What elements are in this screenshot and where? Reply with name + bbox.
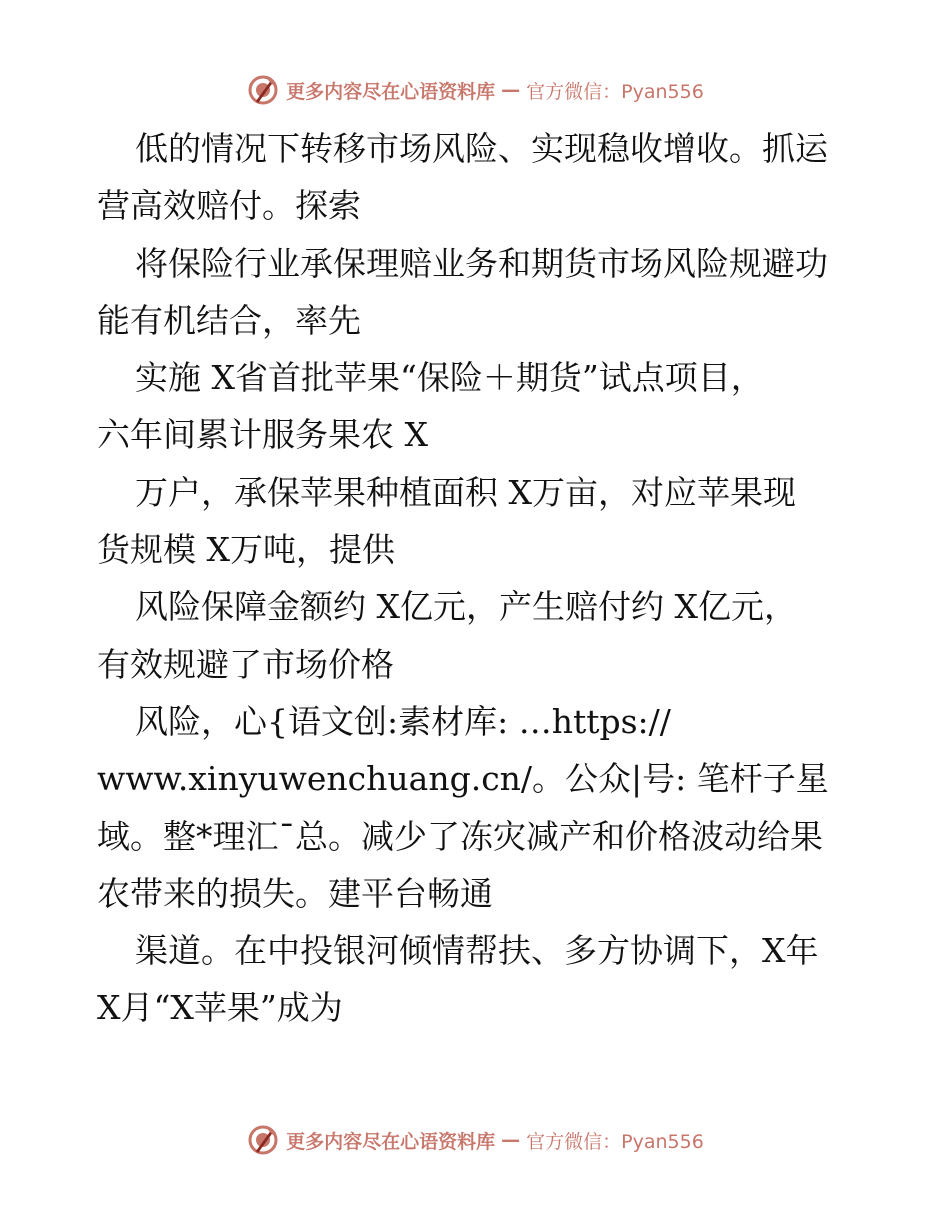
text-line: 风险保障金额约 X亿元，产生赔付约 X亿元，: [135, 587, 797, 627]
text-line: 货规模 X万吨，提供: [97, 530, 395, 570]
header-separator: —: [501, 79, 521, 101]
header-site-text: 更多内容尽在心语资料库: [286, 80, 496, 103]
footer-separator: —: [501, 1129, 521, 1151]
text-line: X月“X苹果”成为: [97, 988, 343, 1028]
body-text: [97, 120, 853, 1037]
text-line: 渠道。在中投银河倾情帮扶、多方协调下，X年: [135, 931, 819, 971]
text-line: 风险，心{语文创:素材库: …https://: [135, 701, 671, 741]
text-line: 农带来的损失。建平台畅通: [97, 873, 493, 913]
text-line: 有效规避了市场价格: [97, 644, 394, 684]
text-line: 万户，承保苹果种植面积 X万亩，对应苹果现: [135, 472, 796, 512]
header-watermark: [0, 70, 950, 110]
text-line: 六年间累计服务果农 X: [97, 415, 428, 455]
text-line: 能有机结合，率先: [97, 300, 361, 340]
text-line: 低的情况下转移市场风险、实现稳收增收。抓运: [135, 129, 828, 168]
footer-watermark: [0, 1120, 950, 1160]
header-wechat-text: 官方微信：Pyan556: [526, 80, 704, 103]
text-line: 实施 X省首批苹果“保险＋期货”试点项目，: [135, 358, 764, 398]
text-line: 将保险行业承保理赔业务和期货市场风险规避功: [135, 243, 828, 283]
footer-wechat-text: 官方微信：Pyan556: [526, 1130, 704, 1153]
quill-logo-icon: [246, 1123, 280, 1157]
text-line: 营高效赔付。探索: [97, 186, 361, 226]
text-line: www.xinyuwenchuang.cn/。公众|号: 笔杆子星: [97, 759, 829, 799]
quill-logo-icon: [246, 73, 280, 107]
footer-site-text: 更多内容尽在心语资料库: [286, 1130, 496, 1153]
text-line: 域。整*理汇¯总。减少了冻灾减产和价格波动给果: [97, 816, 823, 856]
